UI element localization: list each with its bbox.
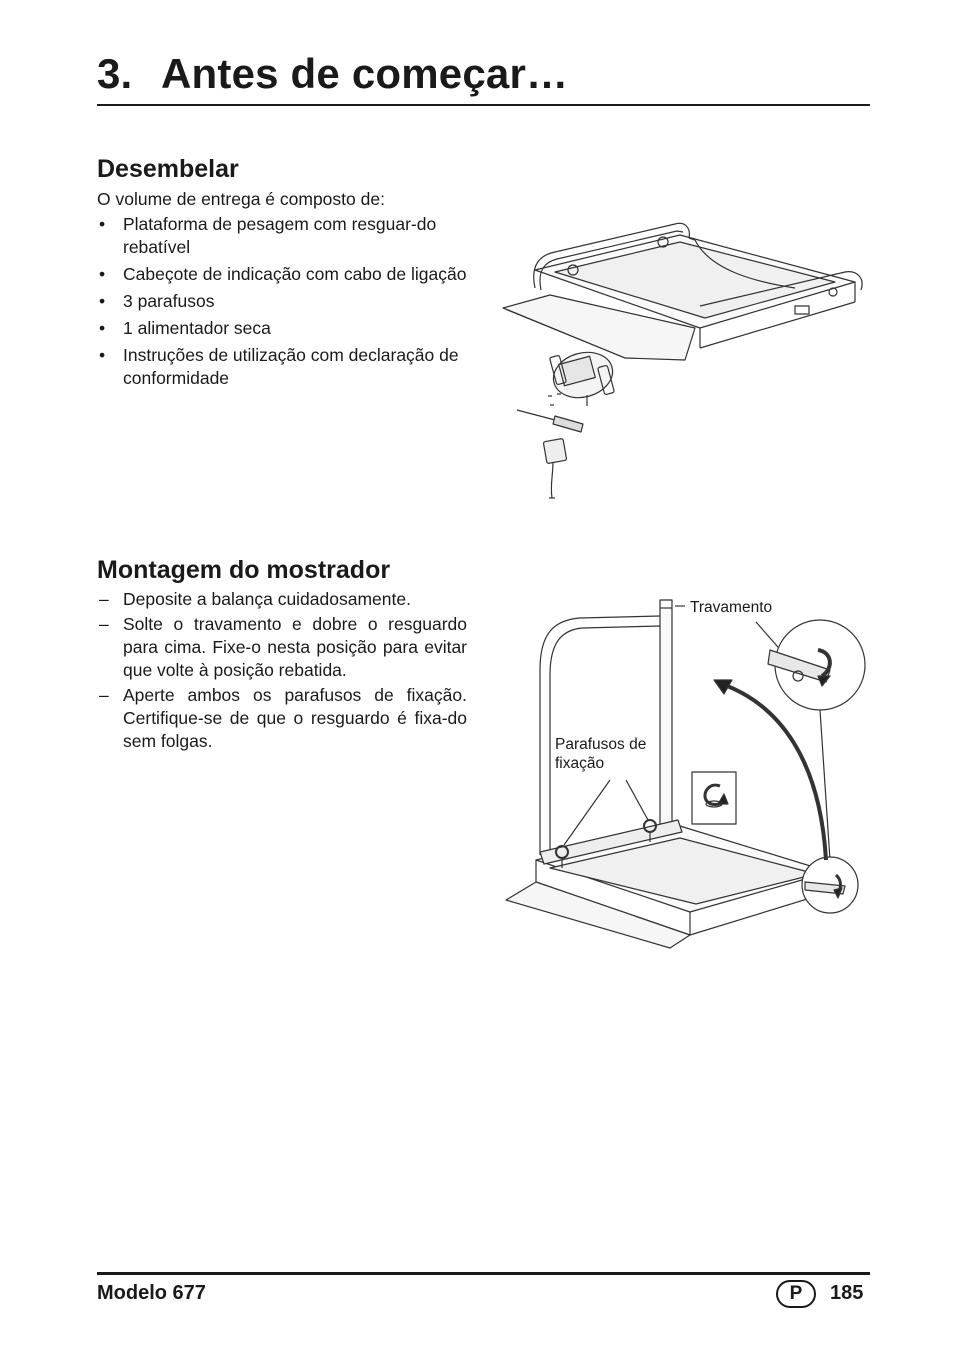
label-fixing-screws: Parafusos de fixação [555, 736, 647, 772]
dash: – [99, 685, 109, 705]
dash: – [99, 614, 109, 634]
list-item: • 1 alimentador seca [99, 318, 271, 338]
label-lock: Travamento [690, 599, 773, 616]
unpacking-intro: O volume de entrega é composto de: [97, 189, 385, 209]
footer-model: Modelo 677 [97, 1282, 206, 1304]
page-number: 185 [830, 1282, 864, 1304]
chapter-title-text: Antes de começar… [161, 50, 569, 97]
list-item: – Aperte ambos os parafusos de fixação. Certifique-se de que o resguardo é fixa-do sem folgas. [99, 685, 467, 751]
list-item: • Plataforma de pesagem com resguar-do rebatível [99, 214, 437, 257]
list-item: • Cabeçote de indicação com cabo de ligação [99, 264, 467, 284]
list-item: • 3 parafusos [99, 291, 215, 311]
list-item: • Instruções de utilização com declaração de conformidade [99, 345, 459, 388]
mounting-steps [97, 588, 467, 755]
bullet: • [99, 264, 106, 284]
bullet: • [99, 345, 106, 365]
header-rule [97, 104, 870, 106]
unpacking-list [97, 213, 467, 394]
section-heading-mounting: Montagem do mostrador [97, 556, 391, 584]
delivery-contents-illustration [495, 210, 885, 510]
bullet: • [99, 291, 106, 311]
bullet: • [99, 318, 106, 338]
language-badge: P [776, 1280, 816, 1308]
list-item: – Deposite a balança cuidadosamente. [99, 589, 411, 609]
footer-rule [97, 1272, 870, 1275]
section-heading-unpacking: Desembelar [97, 155, 239, 183]
chapter-title [97, 50, 568, 98]
list-item: – Solte o travamento e dobre o resguardo para cima. Fixe-o nesta posição para evitar que volte à posição rebatida. [99, 614, 467, 680]
dash: – [99, 589, 109, 609]
bullet: • [99, 214, 106, 234]
chapter-number: 3. [97, 50, 133, 97]
